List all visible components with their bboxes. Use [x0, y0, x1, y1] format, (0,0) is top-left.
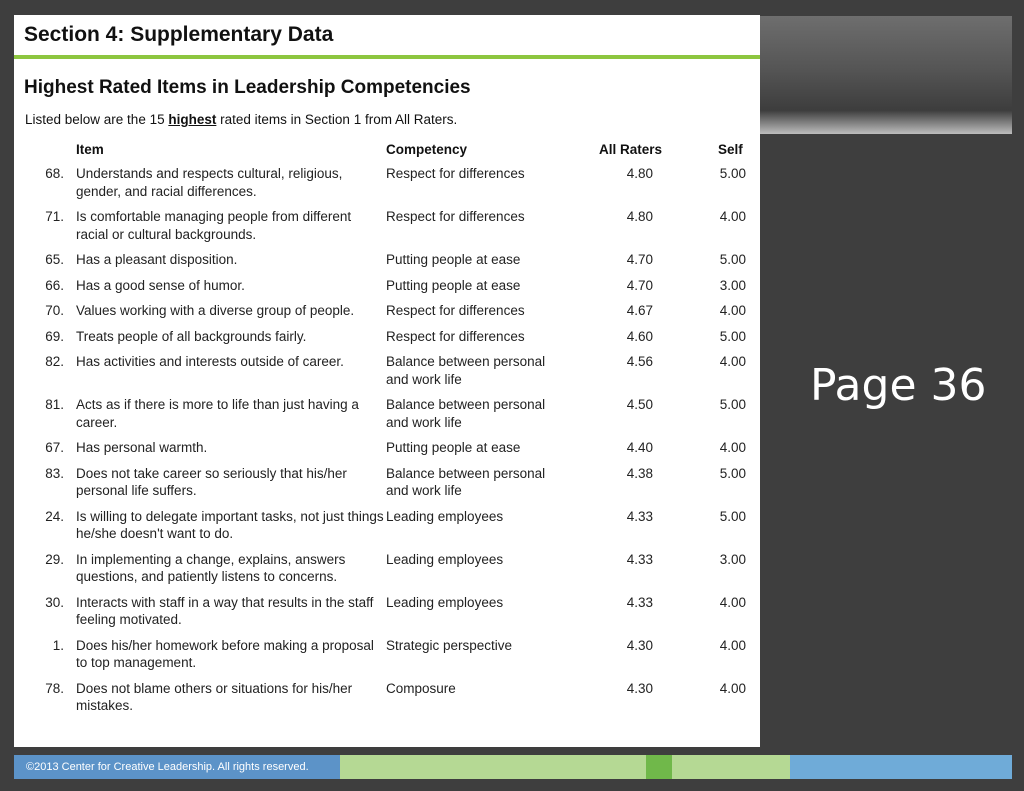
footer-segment-light-green: [340, 755, 646, 779]
all-raters-score: 4.33: [626, 551, 653, 567]
item-number: 69.: [45, 328, 64, 344]
item-text: Understands and respects cultural, religious, gender, and racial differences.: [76, 166, 343, 199]
all-raters-score: 4.70: [626, 252, 653, 267]
table-row: [14, 353, 760, 396]
all-raters-score: 4.40: [626, 440, 653, 455]
item-text: Has a good sense of humor.: [76, 277, 245, 293]
competency-text: Leading employees: [386, 551, 504, 567]
item-number: 81.: [45, 397, 64, 412]
table-row: [14, 277, 760, 303]
item-number: 65.: [45, 252, 64, 267]
table-row: [14, 594, 760, 637]
all-raters-score: 4.80: [626, 166, 653, 181]
all-raters-score: 4.56: [626, 354, 653, 369]
all-raters-score: 4.30: [626, 680, 653, 696]
item-text: Is comfortable managing people from different racial or cultural backgrounds.: [76, 209, 352, 242]
item-number: 24.: [45, 508, 64, 524]
self-score: 5.00: [719, 397, 746, 412]
footer-segment-light-green-2: [672, 755, 790, 779]
intro-text: [25, 112, 457, 127]
self-score: 5.00: [719, 465, 746, 481]
item-number: 30.: [45, 594, 64, 610]
intro-after: rated items in Section 1 from All Raters.: [216, 112, 458, 127]
competency-text: Putting people at ease: [386, 440, 521, 455]
competency-text: Leading employees: [386, 594, 504, 610]
self-score: 4.00: [719, 594, 746, 610]
item-text: In implementing a change, explains, answers questions, and patiently listens to concerns.: [76, 551, 346, 584]
competency-text: Respect for differences: [386, 328, 525, 344]
competency-text: Putting people at ease: [386, 252, 521, 267]
item-number: 66.: [45, 277, 64, 293]
item-text: Values working with a diverse group of people.: [76, 303, 355, 318]
item-number: 83.: [45, 465, 64, 481]
table-row: [14, 165, 760, 208]
column-header-self: Self: [718, 142, 743, 157]
self-score: 3.00: [719, 277, 746, 293]
table-row: [14, 439, 760, 465]
all-raters-score: 4.50: [626, 397, 653, 412]
title-divider: [14, 55, 760, 59]
footer-segment-green: [646, 755, 672, 779]
self-score: 4.00: [719, 303, 746, 318]
footer-copyright: ©2013 Center for Creative Leadership. All rights reserved.: [14, 755, 340, 779]
table-row: [14, 251, 760, 277]
item-text: Has a pleasant disposition.: [76, 252, 238, 267]
table-row: [14, 465, 760, 508]
self-score: 5.00: [719, 166, 746, 181]
section-title: Section 4: Supplementary Data: [24, 23, 334, 46]
column-header-all-raters: All Raters: [599, 142, 663, 157]
footer-segment-blue: [790, 755, 1012, 779]
table-row: [14, 551, 760, 594]
item-number: 68.: [45, 166, 64, 181]
self-score: 4.00: [719, 680, 746, 696]
competency-text: Balance between personal and work life: [386, 465, 546, 498]
column-header-competency: Competency: [386, 142, 468, 157]
table-row: [14, 396, 760, 439]
intro-before: Listed below are the 15: [25, 112, 169, 127]
self-score: 4.00: [719, 354, 746, 369]
all-raters-score: 4.33: [626, 594, 653, 610]
competency-text: Respect for differences: [386, 303, 525, 318]
self-score: 3.00: [719, 551, 746, 567]
item-number: 70.: [45, 303, 64, 318]
competency-text: Leading employees: [386, 508, 504, 524]
items-table: [14, 165, 760, 723]
intro-emphasis: highest: [168, 112, 217, 127]
all-raters-score: 4.70: [626, 277, 653, 293]
competency-text: Strategic perspective: [386, 637, 513, 653]
competency-text: Balance between personal and work life: [386, 397, 546, 430]
item-number: 78.: [45, 680, 64, 696]
item-text: Does his/her homework before making a proposal to top management.: [76, 637, 374, 670]
item-number: 82.: [45, 354, 64, 369]
item-number: 29.: [45, 551, 64, 567]
item-number: 67.: [45, 440, 64, 455]
item-text: Acts as if there is more to life than just having a career.: [76, 397, 359, 430]
all-raters-score: 4.80: [626, 209, 653, 224]
competency-text: Respect for differences: [386, 166, 525, 181]
table-row: [14, 680, 760, 723]
self-score: 5.00: [719, 328, 746, 344]
all-raters-score: 4.33: [626, 508, 653, 524]
item-text: Has personal warmth.: [76, 440, 208, 455]
table-row: [14, 208, 760, 251]
all-raters-score: 4.67: [626, 303, 653, 318]
item-text: Interacts with staff in a way that results in the staff feeling motivated.: [76, 594, 374, 627]
item-text: Treats people of all backgrounds fairly.: [76, 328, 307, 344]
table-row: [14, 637, 760, 680]
self-score: 5.00: [719, 508, 746, 524]
table-row: [14, 508, 760, 551]
table-row: [14, 302, 760, 328]
all-raters-score: 4.30: [626, 637, 653, 653]
self-score: 4.00: [719, 637, 746, 653]
decorative-gloss-band: [760, 16, 1012, 134]
self-score: 4.00: [719, 209, 746, 224]
competency-text: Balance between personal and work life: [386, 354, 546, 387]
document-page: [14, 15, 760, 747]
column-header-item: Item: [76, 142, 104, 157]
all-raters-score: 4.38: [626, 465, 653, 481]
item-text: Does not blame others or situations for his/her mistakes.: [76, 680, 353, 713]
item-text: Is willing to delegate important tasks, not just things he/she doesn't want to do.: [76, 508, 384, 541]
all-raters-score: 4.60: [626, 328, 653, 344]
self-score: 4.00: [719, 440, 746, 455]
item-text: Does not take career so seriously that his/her personal life suffers.: [76, 465, 347, 498]
competency-text: Respect for differences: [386, 209, 525, 224]
competency-text: Putting people at ease: [386, 277, 521, 293]
self-score: 5.00: [719, 252, 746, 267]
subtitle: Highest Rated Items in Leadership Competencies: [24, 77, 471, 98]
item-number: 71.: [45, 209, 64, 224]
table-row: [14, 328, 760, 354]
page-label: Page 36: [810, 360, 987, 411]
competency-text: Composure: [386, 680, 456, 696]
item-text: Has activities and interests outside of career.: [76, 354, 344, 369]
item-number: 1.: [52, 637, 64, 653]
